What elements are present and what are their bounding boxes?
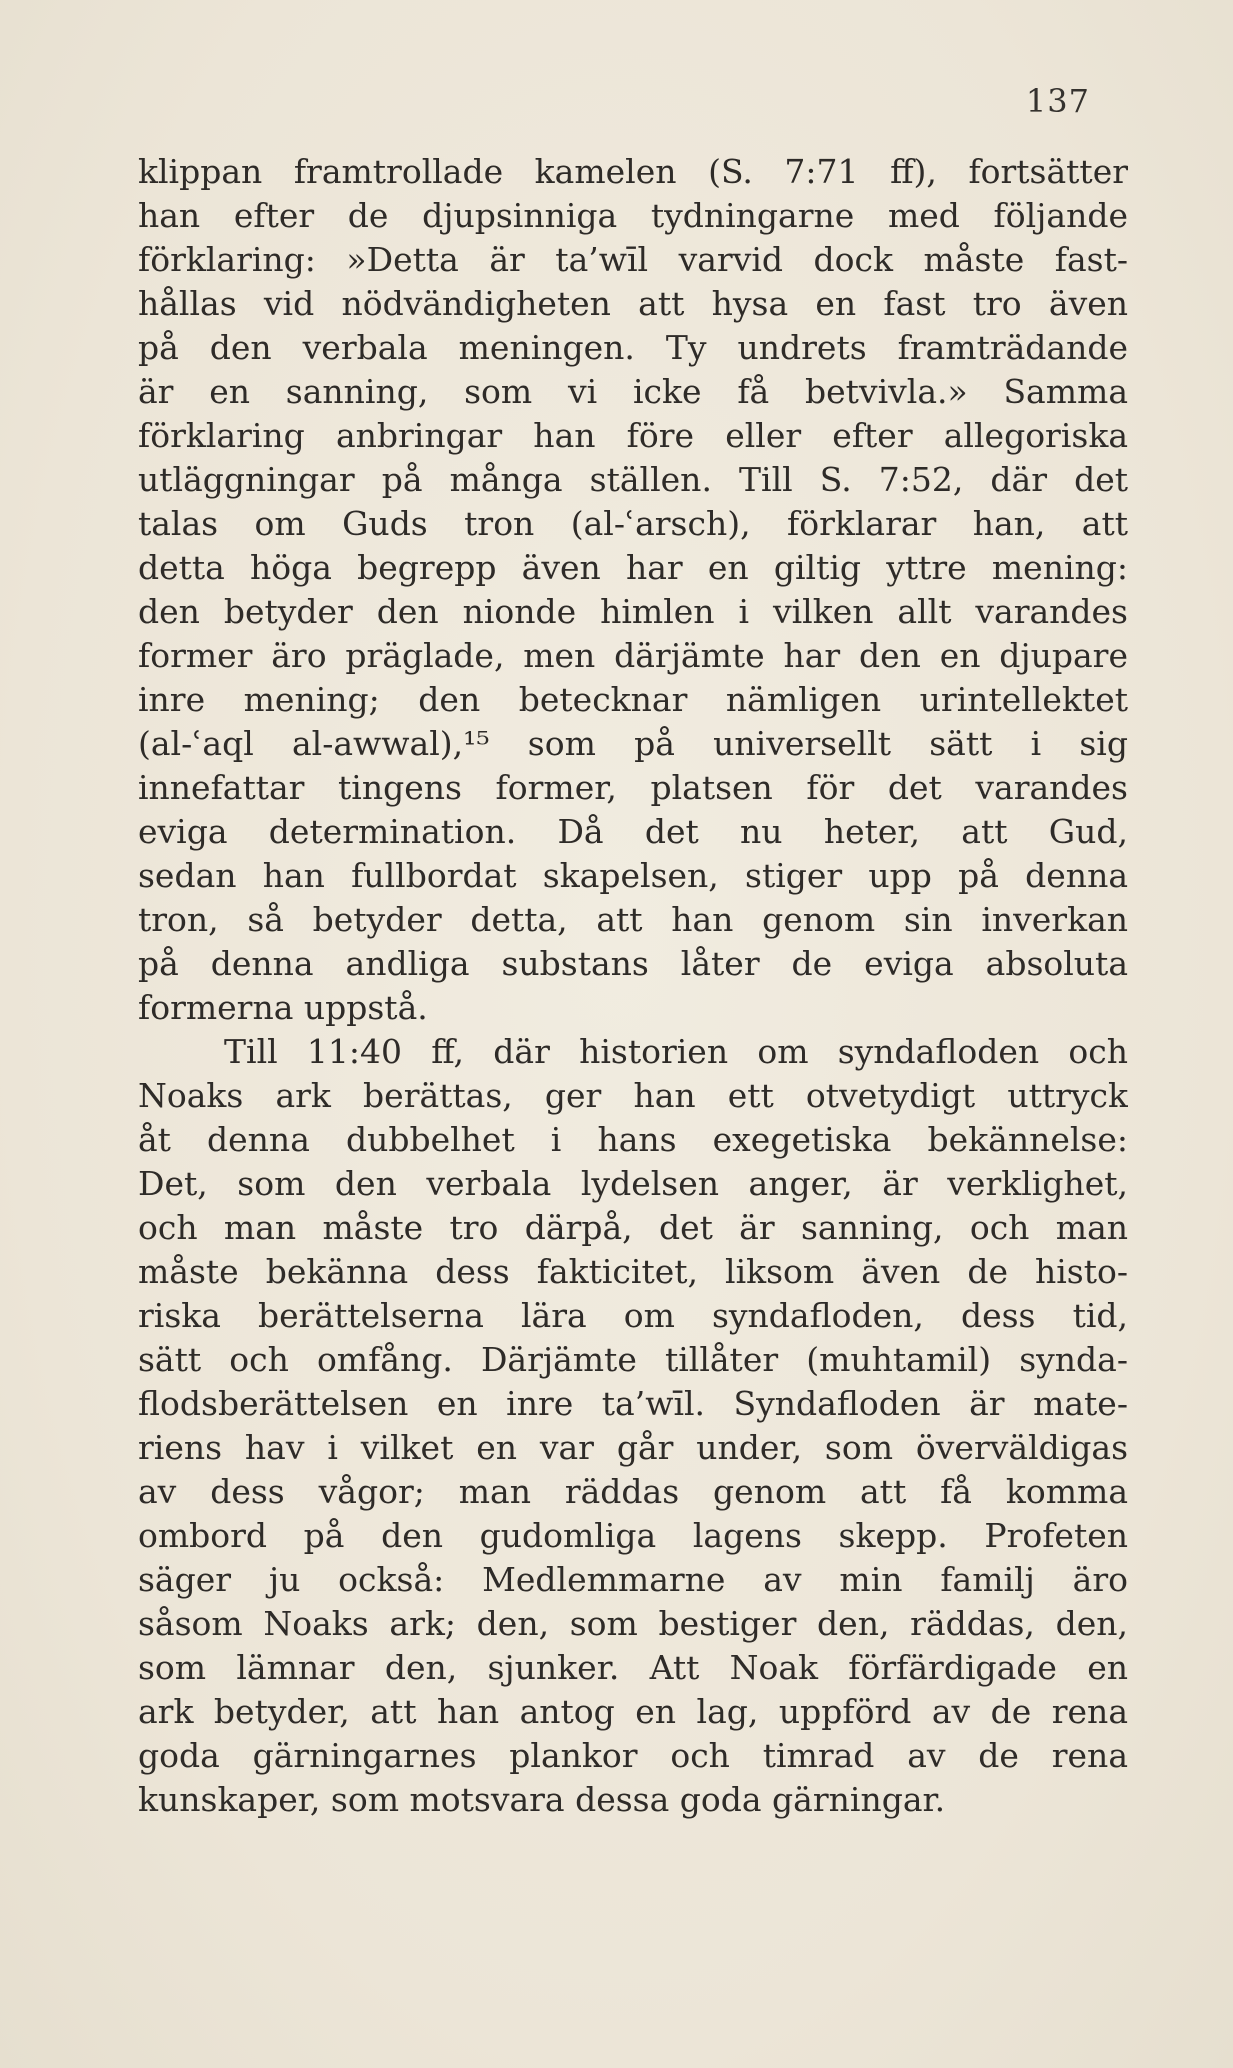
text-line: detta höga begrepp även har en giltig yttre mening: (138, 548, 1128, 587)
text-line: goda gärningarnes plankor och timrad av de rena (138, 1736, 1128, 1775)
paragraph-end-line: kunskaper, som motsvara dessa goda gärningar. (138, 1780, 946, 1819)
text-line: innefattar tingens former, platsen för det varandes (138, 768, 1128, 807)
text-line: klippan framtrollade kamelen (S. 7:71 ff), fortsätter (138, 152, 1128, 191)
text-line: flodsberättelsen en inre ta’wīl. Syndafloden är mate- (138, 1384, 1128, 1423)
text-line: och man måste tro därpå, det är sanning, och man (138, 1208, 1128, 1247)
text-line: såsom Noaks ark; den, som bestiger den, räddas, den, (138, 1604, 1128, 1643)
body-text (138, 150, 1128, 1822)
text-line: Det, som den verbala lydelsen anger, är verklighet, (138, 1164, 1128, 1203)
text-line: sedan han fullbordat skapelsen, stiger upp på denna (138, 856, 1128, 895)
text-line: (al-ʿaql al-awwal),¹⁵ som på universellt sätt i sig (138, 724, 1128, 763)
text-line: han efter de djupsinniga tydningarne med följande (138, 196, 1128, 235)
text-line: förklaring anbringar han före eller efter allegoriska (138, 416, 1128, 455)
text-line: ombord på den gudomliga lagens skepp. Profeten (138, 1516, 1128, 1555)
text-line: tron, så betyder detta, att han genom sin inverkan (138, 900, 1128, 939)
text-line: på den verbala meningen. Ty undrets framträdande (138, 328, 1128, 367)
text-line: riens hav i vilket en var går under, som överväldigas (138, 1428, 1128, 1467)
text-line: riska berättelserna lära om syndafloden, dess tid, (138, 1296, 1128, 1335)
text-line: ark betyder, att han antog en lag, uppförd av de rena (138, 1692, 1128, 1731)
text-line: eviga determination. Då det nu heter, att Gud, (138, 812, 1128, 851)
text-line: inre mening; den betecknar nämligen urintellektet (138, 680, 1128, 719)
text-line: hållas vid nödvändigheten att hysa en fast tro även (138, 284, 1128, 323)
text-line: Noaks ark berättas, ger han ett otvetydigt uttryck (138, 1076, 1128, 1115)
text-line: på denna andliga substans låter de eviga absoluta (138, 944, 1128, 983)
text-line: säger ju också: Medlemmarne av min familj äro (138, 1560, 1128, 1599)
text-line: förklaring: »Detta är ta’wīl varvid dock måste fast- (138, 240, 1128, 279)
text-line: den betyder den nionde himlen i vilken allt varandes (138, 592, 1128, 631)
text-line: talas om Guds tron (al-ʿarsch), förklarar han, att (138, 504, 1128, 543)
text-line: av dess vågor; man räddas genom att få komma (138, 1472, 1128, 1511)
text-line: utläggningar på många ställen. Till S. 7:52, där det (138, 460, 1128, 499)
text-line: former äro präglade, men därjämte har den en djupare (138, 636, 1128, 675)
paragraph-start-line: Till 11:40 ff, där historien om syndafloden och (224, 1032, 1128, 1071)
text-line: som lämnar den, sjunker. Att Noak förfärdigade en (138, 1648, 1128, 1687)
text-line: är en sanning, som vi icke få betvivla.» Samma (138, 372, 1128, 411)
paragraph-end-line: formerna uppstå. (138, 988, 428, 1027)
page-number: 137 (1025, 82, 1090, 120)
text-line: måste bekänna dess fakticitet, liksom även de histo- (138, 1252, 1128, 1291)
text-line: sätt och omfång. Därjämte tillåter (muhtamil) synda- (138, 1340, 1128, 1379)
text-line: åt denna dubbelhet i hans exegetiska bekännelse: (138, 1120, 1128, 1159)
